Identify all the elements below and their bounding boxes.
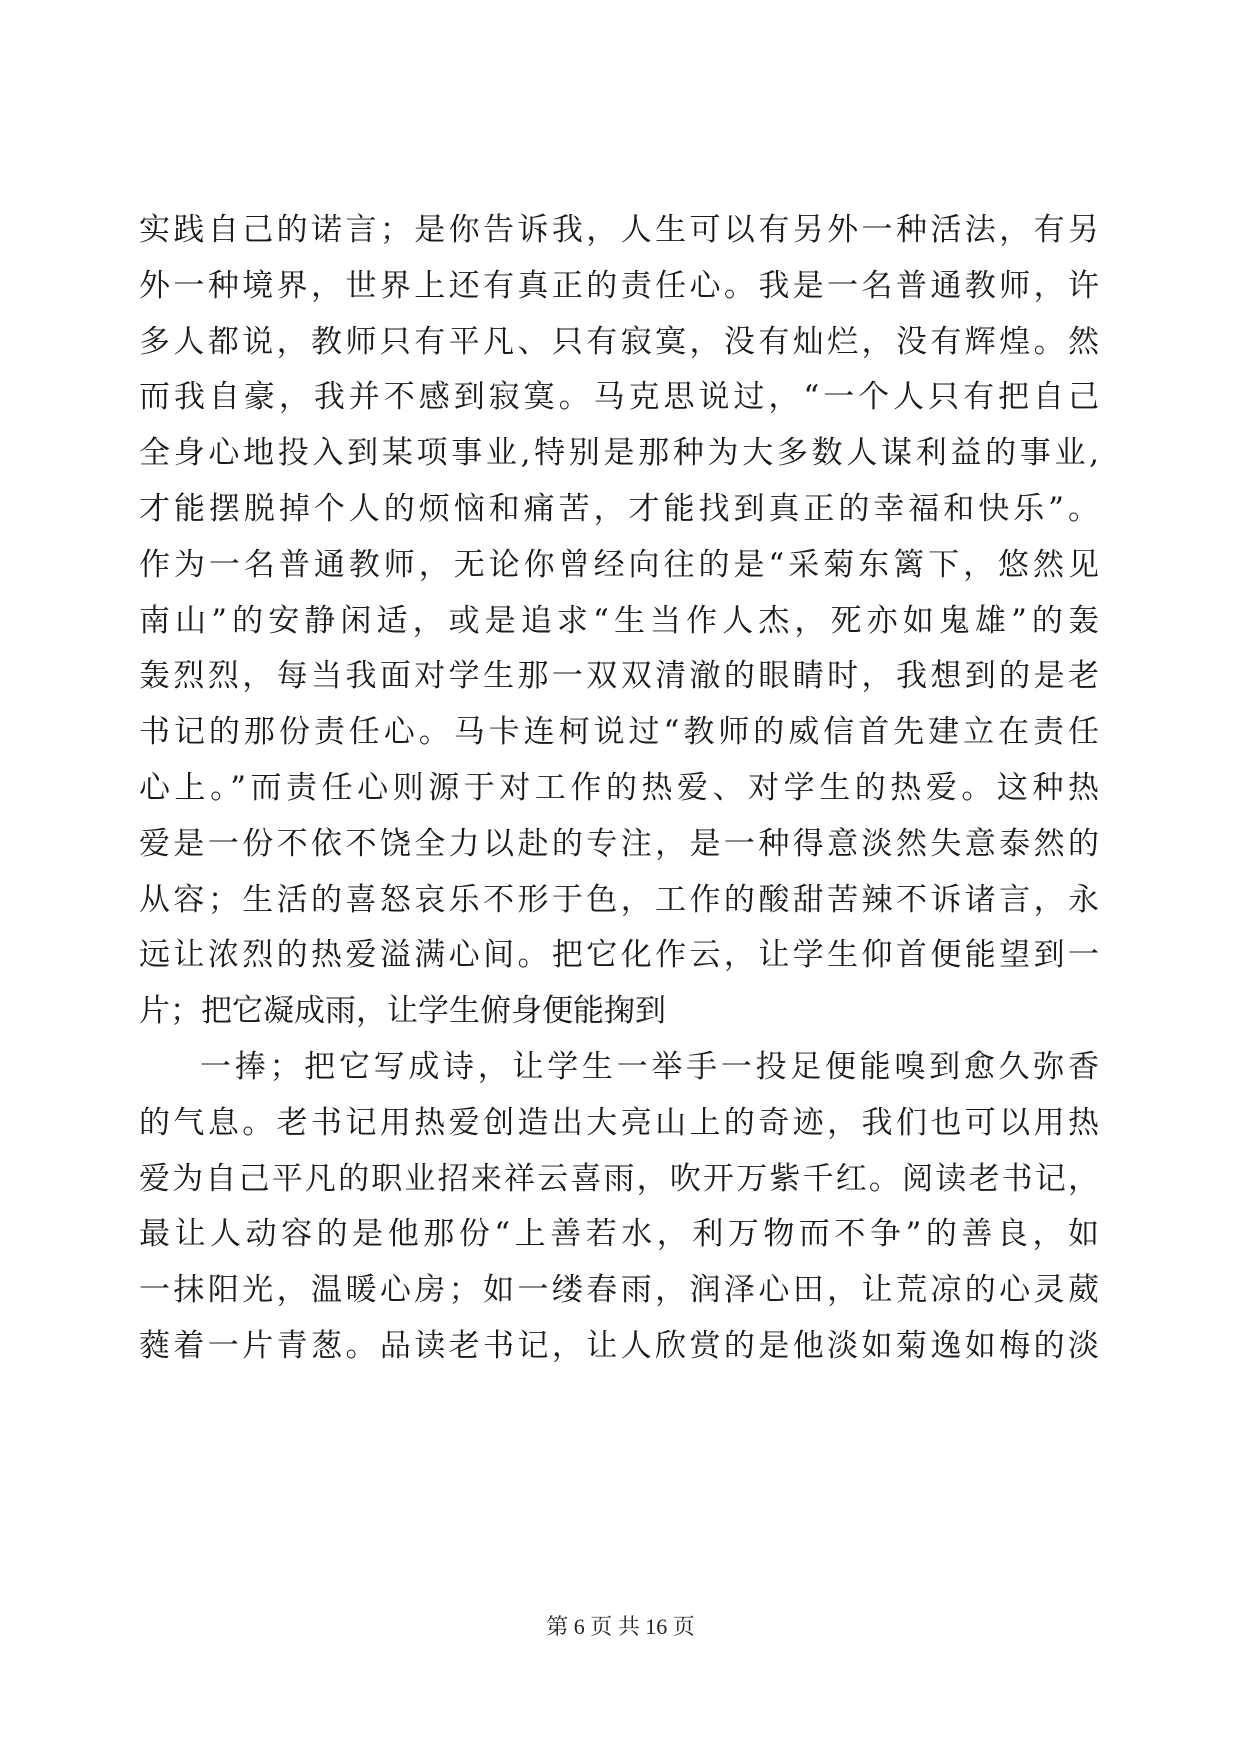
text-line: 南山”的安静闲适，或是追求“生当作人杰，死亦如鬼雄”的轰 bbox=[139, 603, 1099, 639]
text-line: 全身心地投入到某项事业,特别是那种为大多数人谋利益的事业, bbox=[139, 435, 1099, 471]
page-number-footer: 第 6 页 共 16 页 bbox=[546, 1614, 695, 1639]
text-line: 作为一名普通教师，无论你曾经向往的是“采菊东篱下，悠然见 bbox=[139, 547, 1099, 583]
text-line: 多人都说，教师只有平凡、只有寂寞，没有灿烂，没有辉煌。然 bbox=[139, 324, 1099, 360]
text-line: 爱是一份不依不饶全力以赴的专注，是一种得意淡然失意泰然的 bbox=[139, 826, 1099, 862]
text-line: 片；把它凝成雨，让学生俯身便能掬到 bbox=[139, 993, 666, 1029]
text-line: 实践自己的诺言；是你告诉我，人生可以有另外一种活法，有另 bbox=[139, 212, 1099, 248]
text-line: 从容；生活的喜怒哀乐不形于色，工作的酸甜苦辣不诉诸言，永 bbox=[139, 882, 1099, 918]
text-line: 书记的那份责任心。马卡连柯说过“教师的威信首先建立在责任 bbox=[139, 714, 1099, 750]
text-line: 而我自豪，我并不感到寂寞。马克思说过，“一个人只有把自己 bbox=[139, 379, 1099, 415]
text-line: 的气息。老书记用热爱创造出大亮山上的奇迹，我们也可以用热 bbox=[139, 1105, 1099, 1141]
text-line: 远让浓烈的热爱溢满心间。把它化作云，让学生仰首便能望到一 bbox=[139, 937, 1099, 973]
text-line: 才能摆脱掉个人的烦恼和痛苦，才能找到真正的幸福和快乐”。 bbox=[139, 491, 1099, 527]
text-line: 外一种境界，世界上还有真正的责任心。我是一名普通教师，许 bbox=[139, 268, 1099, 304]
text-line: 一抹阳光，温暖心房；如一缕春雨，润泽心田，让荒凉的心灵葳 bbox=[139, 1272, 1099, 1308]
text-line: 最让人动容的是他那份“上善若水，利万物而不争”的善良，如 bbox=[139, 1216, 1099, 1252]
paragraph-first-line: 一捧；把它写成诗，让学生一举手一投足便能嗅到愈久弥香 bbox=[200, 1049, 1099, 1085]
text-line: 蕤着一片青葱。品读老书记，让人欣赏的是他淡如菊逸如梅的淡 bbox=[139, 1328, 1099, 1364]
text-line: 轰烈烈，每当我面对学生那一双双清澈的眼睛时，我想到的是老 bbox=[139, 658, 1099, 694]
text-line: 心上。”而责任心则源于对工作的热爱、对学生的热爱。这种热 bbox=[139, 770, 1099, 806]
text-line: 爱为自己平凡的职业招来祥云喜雨，吹开万紫千红。阅读老书记， bbox=[139, 1161, 1099, 1197]
